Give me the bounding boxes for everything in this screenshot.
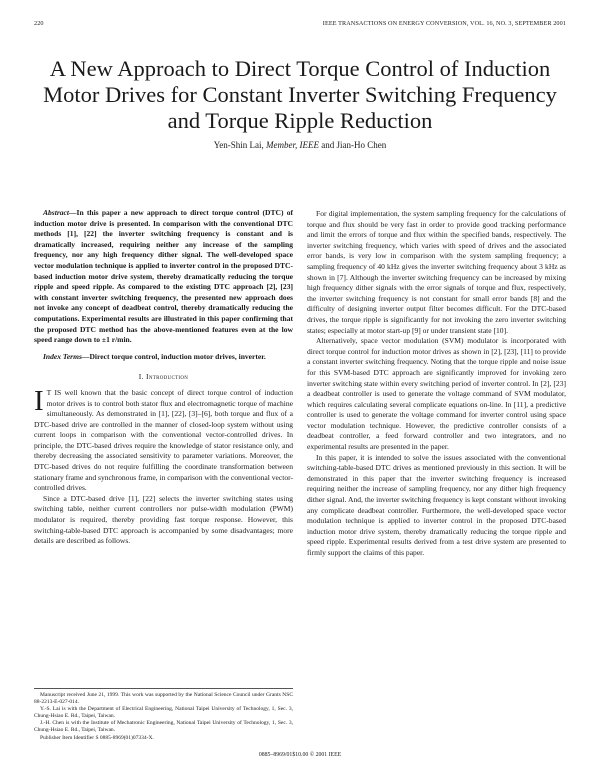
footnote-publisher-id: Publisher Item Identifier S 0885-8969(01)07334-X. <box>40 734 154 741</box>
body-paragraph-2: Alternatively, space vector modulation (SVM) modulator is incorporated with direct torque control for induction motor drives as shown in [2], [23], [11] to provide a constant inverter switching frequency. Noting that the torque ripple and noise issue for this SVM-based DTC approach are significantly improved for invoking zero inverter switching state within every switching period of inverter control. In [2], [23] a deadbeat controller is used to generate the voltage command of SVM modulator, which requires calculating several complicate equations on-line. In [11], a predictive controller is used to generate the voltage command for inverter control using space vector modulation technique. However, the predictive controller consists of a deadbeat controller, a feed forward controller and two integrators, and no experimental results are presented in the paper. <box>307 336 566 452</box>
intro-paragraph-2: Since a DTC-based drive [1], [22] selects the inverter switching states using switching table, neither current controllers nor pulse-width modulation (PWM) modulator is required, thereby providing fast torque response. However, this switching-table-based DTC approach is accompanied by some disadvantages; more details are described as follows. <box>34 493 293 546</box>
section-title: Introduction <box>145 372 189 382</box>
abstract-text: In this paper a new approach to direct torque control (DTC) of induction motor drive is presented. In comparison with the conventional DTC methods [1], [22] the inverter switching frequency is constant and is dramatically increased, requiring neither any increase of the sampling frequency, nor any high frequency dither signal. The well-developed space vector modulation technique is applied to inverter control in the proposed DTC-based induction motor drive system, thereby dramatically reducing the torque ripple and speed ripple. As compared to the existing DTC approach [2], [23] with constant inverter switching frequency, the presented new approach does not invoke any concept of deadbeat control, thereby dramatically reducing the computations. Experimental results are illustrated in this paper confirming that the proposed DTC method has the above-mentioned features even at the low speed range down to ±1 r/min. <box>34 208 293 345</box>
journal-name: IEEE TRANSACTIONS ON ENERGY CONVERSION, VOL. 16, NO. 3, SEPTEMBER 2001 <box>322 20 566 27</box>
title-block <box>34 56 566 150</box>
body-paragraph-3: In this paper, it is intended to solve the issues associated with the conventional switching-table-based DTC drives as mentioned previously in this section. It will be demonstrated in this paper that the inverter switching frequency is increased requiring neither the increase of sampling frequency, nor any dither high frequency dither signal. And, the inverter switching frequency is kept constant without invoking any complicate deadbeat controller. Furthermore, the well-developed space vector modulation technique is applied to inverter control in the proposed DTC-based induction motor drive system, thereby dramatically reducing the torque ripple and speed ripple. Experimental results derived from a test drive system are presented to firmly support the claims of this paper. <box>307 452 566 557</box>
section-number: I. <box>138 372 146 382</box>
author-line <box>34 140 566 150</box>
section-heading <box>34 372 293 383</box>
index-terms-text: Direct torque control, induction motor drives, inverter. <box>89 351 266 361</box>
author-2: and Jian-Ho Chen <box>319 140 387 150</box>
abstract-label: Abstract— <box>43 208 77 217</box>
index-terms-label: Index Terms— <box>43 351 90 361</box>
paper-title: A New Approach to Direct Torque Control of Induction Motor Drives for Constant Inverter Switching Frequency and Torque Ripple Reduction <box>43 56 557 133</box>
author-1-membership: Member, IEEE <box>266 140 320 150</box>
page-number: 220 <box>34 20 44 27</box>
right-column <box>307 209 566 559</box>
intro-paragraph-1 <box>34 384 293 494</box>
drop-cap: I <box>34 384 44 417</box>
footnote-author-1: Y.-S. Lai is with the Department of Electrical Engineering, National Taipei University of Technology, 1, Sec. 3, Chung-Hsiao E. Rd., Taipei, Taiwan. <box>34 706 293 720</box>
abstract <box>34 208 293 346</box>
body-paragraph-1: For digital implementation, the system sampling frequency for the calculations of torque and flux should be very fast in order to provide good tracking performance and limit the errors of torque and flux within the specified bands, respectively. The inverter switching frequency, which varies with speed of drives and the associated error bands, is very low in comparison with the system sampling frequency; a sampling frequency of 40 kHz gives the inverter switching frequency about 3 kHz as shown in [7]. Although the inverter switching frequency can be increased by mixing high frequency dither signals with the error signals of torque and flux, respectively, the inverter switching frequency is not constant for small error bands [8] and the difficulty of designing inverter output filter becomes difficult. For the DTC-based drives, the torque ripple is significantly for not invoking the zero inverter switching states; especially at motor start-up [9] or under transient state [10]. <box>307 209 566 335</box>
footnote-author-2: J.-H. Chen is with the Institute of Mechatronic Engineering, National Taipei University of Technology, 1, Sec. 3, Chung-Hsiao E. Rd., Taipei, Taiwan. <box>34 720 293 734</box>
author-1: Yen-Shin Lai, <box>213 140 264 150</box>
footnotes <box>34 688 293 742</box>
copyright-footer: 0885–8969/01$10.00 © 2001 IEEE <box>258 752 342 758</box>
index-terms <box>34 352 293 363</box>
left-column <box>34 208 293 547</box>
intro-paragraph-1-text: T IS well known that the basic concept of direct torque control of induction motor drives is to control both stator flux and electromagnetic torque of machine simultaneously. As demonstrated in [1], [22], [3]–[6], both torque and flux of a DTC-based drive are controlled in the manner of closed-loop system without using current loops in comparison with the conventional vector-controlled drives. In principle, the DTC-based drives require the knowledge of stator resistance only, and thereby decreasing the associated sensitivity to parameter variations. Moreover, the DTC-based drives do not require fulfilling the coordinate transformation between stationary frame and synchronous frame, in comparison with the conventional vector-controlled drives. <box>34 387 293 493</box>
footnote-manuscript: Manuscript received June 21, 1999. This work was supported by the National Science Council under Grants NSC 88-2213-E-027-014. <box>34 692 293 706</box>
